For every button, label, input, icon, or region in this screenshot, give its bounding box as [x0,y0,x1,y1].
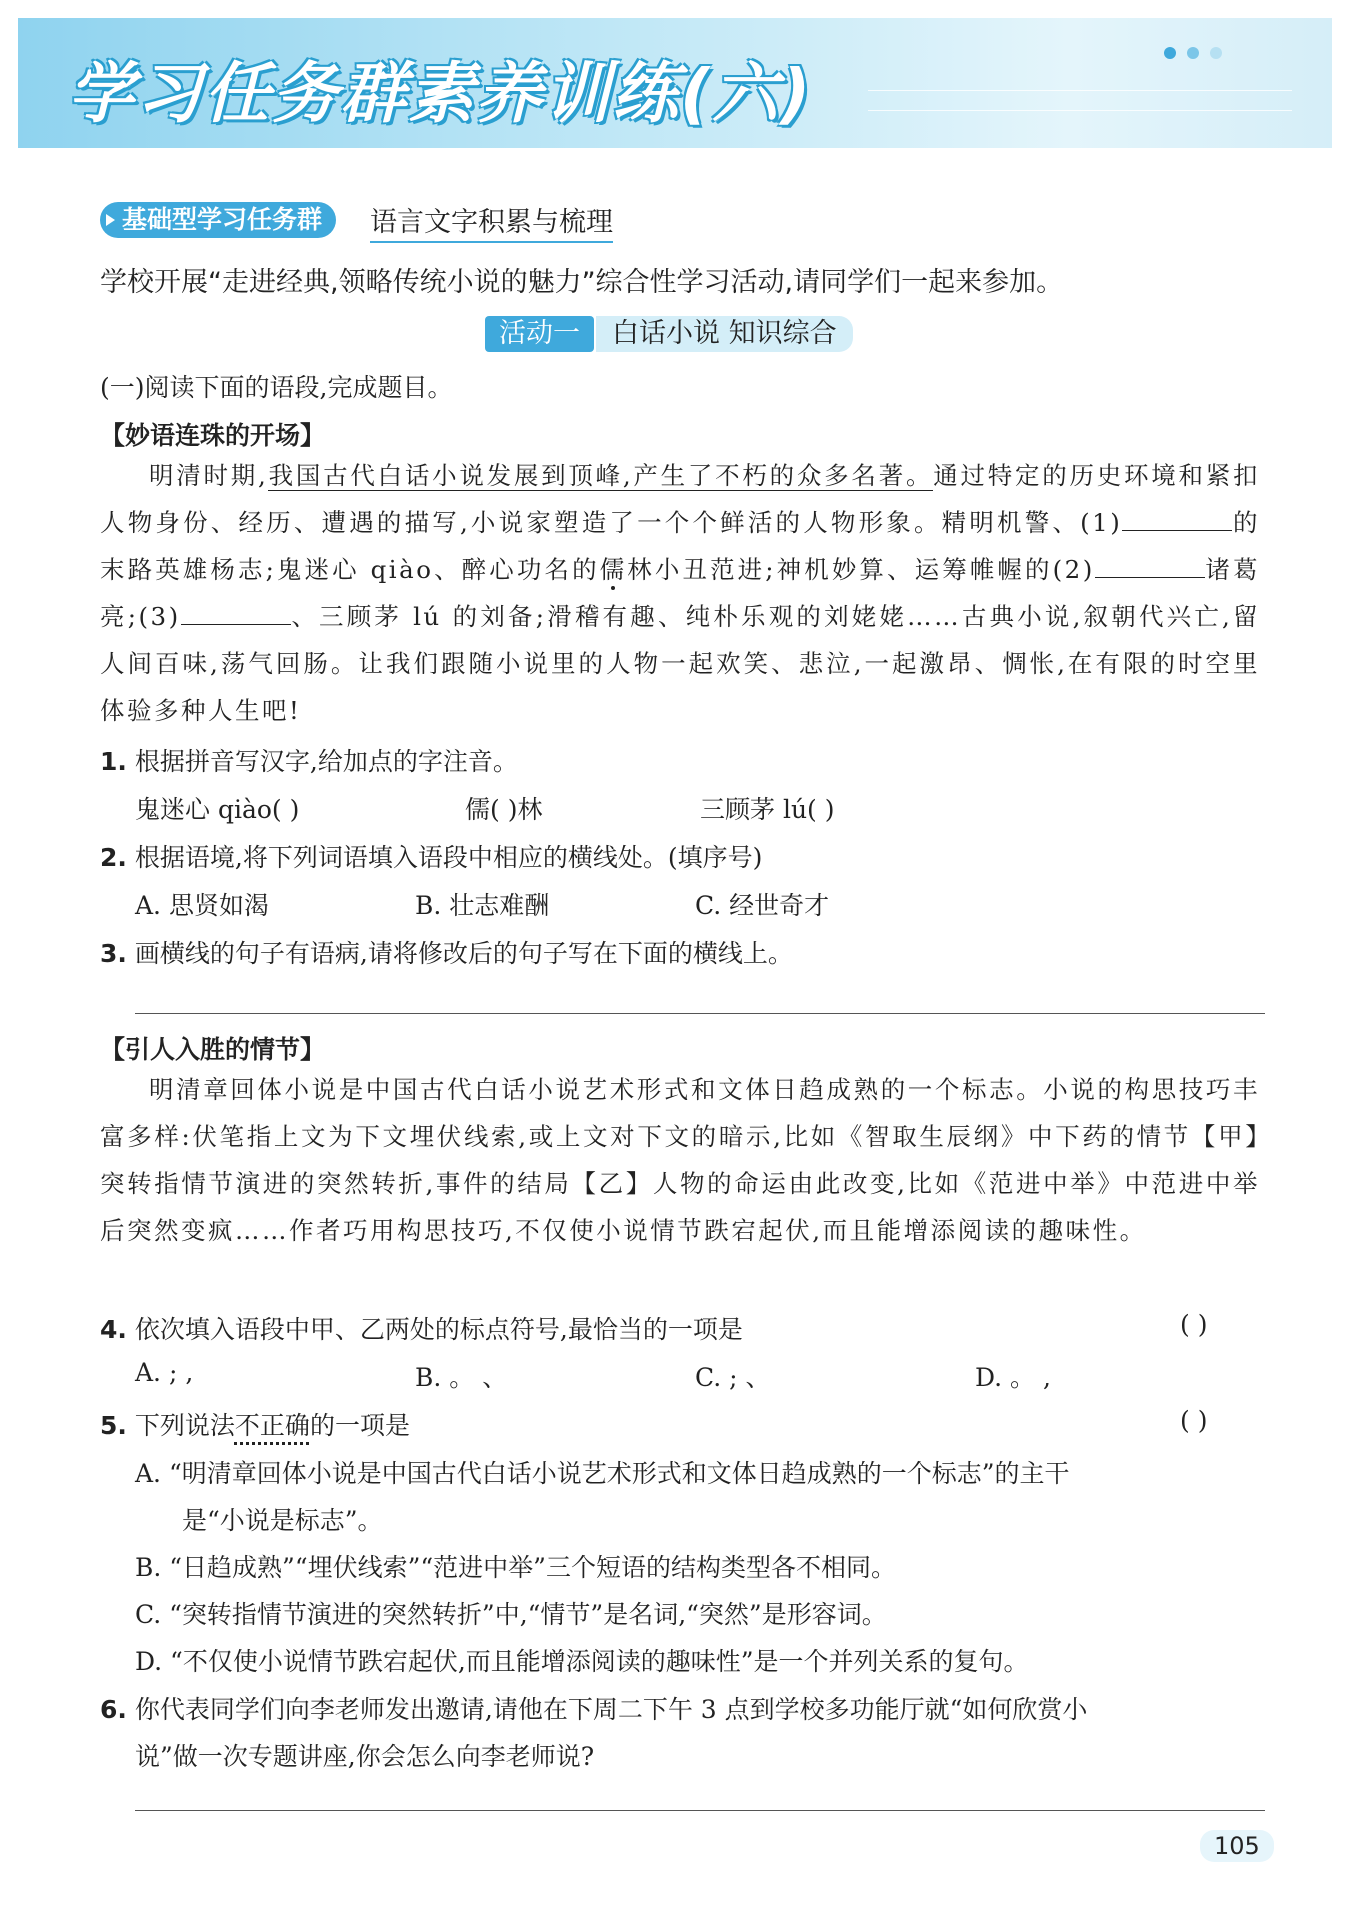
paragraph-text: 明清章回体小说是中国古代白话小说艺术形式和文体日趋成熟的一个标志。小说的构思技巧丰富多样:伏笔指上文为下文埋伏线索,或上文对下文的暗示,比如《智取生辰纲》中下药的情节【甲】突转指情节演进的突然转折,事件的结局【乙】人物的命运由此改变,比如《范进中举》中范进中举后突然变疯……作者巧用构思技巧,不仅使小说情节跌宕起伏,而且能增添阅读的趣味性。 [100,1075,1260,1245]
q5-option: C. “突转指情节演进的突然转折”中,“情节”是名词,“突然”是形容词。 [135,1600,887,1629]
question-3 [100,934,793,970]
dot-icon [1164,47,1176,59]
text-run: 通过特定的历史环境和紧扣人物身份、经历、遭遇的描写,小说家塑造了一个个鲜活的人物形象。精明机警、(1) [100,461,1260,537]
paragraph-plot [100,1066,1260,1254]
section-tag: 基础型学习任务群 [100,202,336,238]
q4-option: B. 。 、 [415,1363,508,1392]
fill-blank-3[interactable] [181,604,291,625]
intro-text: 学校开展“走进经典,领略传统小说的魅力”综合性学习活动,请同学们一起来参加。 [100,267,1064,298]
text-run: 、三顾茅 lú 的刘备;滑稽有趣、纯朴乐观的刘姥姥……古典小说,叙朝代兴亡,留人间百味,荡气回肠。让我们跟随小说里的人物一起欢笑、悲泣,一起激昂、惆怅,在有限的时空里体验多种人生吧! [100,602,1260,725]
q5-option: B. “日趋成熟”“埋伏线索”“范进中举”三个短语的结构类型各不相同。 [135,1553,896,1582]
question-number: 6. [100,1695,127,1724]
dot-icon [1210,47,1222,59]
question-text: 根据语境,将下列词语填入语段中相应的横线处。(填序号) [134,843,763,872]
activity-heading [485,316,853,352]
text-run: 林小丑范进;神机妙算、运筹帷幄的(2) [627,555,1095,584]
question-number: 5. [100,1411,127,1440]
paragraph-opening [100,452,1260,734]
question-2 [100,838,762,874]
q4-option: D. 。 , [975,1363,1051,1392]
q4-option: C. ; 、 [695,1363,771,1392]
q1-item[interactable]: 儒( )林 [465,795,543,824]
answer-line[interactable] [135,1810,1265,1811]
text-run: 的末路英雄杨志;鬼迷心 qiào、醉心功名的 [100,508,1261,584]
question-1 [100,742,518,778]
question-number: 2. [100,843,127,872]
question-6-cont: 说”做一次专题讲座,你会怎么向李老师说? [135,1742,595,1771]
question-number: 3. [100,939,127,968]
page-title: 学习任务群素养训练(六) [68,55,813,132]
activity-title: 白话小说 知识综合 [596,316,853,352]
q5-option-cont: 是“小说是标志”。 [182,1506,383,1535]
dot-icon [1187,47,1199,59]
emphasis-dotted: 不正确 [234,1411,310,1440]
answer-paren[interactable]: ( ) [1180,1406,1208,1435]
text-run: 诸葛亮;(3) [100,555,1261,631]
dotted-char: 儒 [599,555,628,584]
question-6 [100,1690,1087,1726]
banner-decor-line [868,90,1292,91]
q2-option: B. 壮志难酬 [415,891,550,920]
q2-option: A. 思贤如渴 [135,891,269,920]
underlined-sentence: 我国古代白话小说发展到顶峰,产生了不朽的众多名著。 [268,461,934,490]
fill-blank-1[interactable] [1122,510,1232,531]
fill-blank-2[interactable] [1095,557,1205,578]
question-text: 你代表同学们向李老师发出邀请,请他在下周二下午 3 点到学校多功能厅就“如何欣赏小 [134,1695,1088,1724]
subhead-opening: 【妙语连珠的开场】 [100,421,326,450]
question-number: 4. [100,1315,127,1344]
subhead-plot: 【引人入胜的情节】 [100,1035,326,1064]
question-text: 的一项是 [309,1411,410,1440]
section-subtitle: 语言文字积累与梳理 [370,200,613,243]
q1-item[interactable]: 三顾茅 lú( ) [700,795,835,824]
question-4 [100,1310,743,1346]
question-text: 下列说法 [134,1411,235,1440]
question-text: 依次填入语段中甲、乙两处的标点符号,最恰当的一项是 [134,1315,743,1344]
title-banner [18,18,1332,148]
q5-option: D. “不仅使小说情节跌宕起伏,而且能增添阅读的趣味性”是一个并列关系的复句。 [135,1647,1029,1676]
q1-item[interactable]: 鬼迷心 qiào( ) [135,795,300,824]
question-number: 1. [100,747,127,776]
text-run: 明清时期, [149,461,269,490]
q4-option: A. ; , [135,1358,194,1387]
page-number: 105 [1200,1830,1274,1862]
reading-instruction: (一)阅读下面的语段,完成题目。 [100,373,453,402]
answer-line[interactable] [135,1013,1265,1014]
question-text: 根据拼音写汉字,给加点的字注音。 [134,747,518,776]
question-text: 画横线的句子有语病,请将修改后的句子写在下面的横线上。 [134,939,793,968]
activity-label: 活动一 [485,316,594,352]
question-5 [100,1406,410,1442]
banner-decor-line [868,110,1292,111]
q2-option: C. 经世奇才 [695,891,830,920]
q5-option: A. “明清章回体小说是中国古代白话小说艺术形式和文体日趋成熟的一个标志”的主干 [135,1459,1070,1488]
banner-dots [1158,44,1222,63]
answer-paren[interactable]: ( ) [1180,1310,1208,1339]
